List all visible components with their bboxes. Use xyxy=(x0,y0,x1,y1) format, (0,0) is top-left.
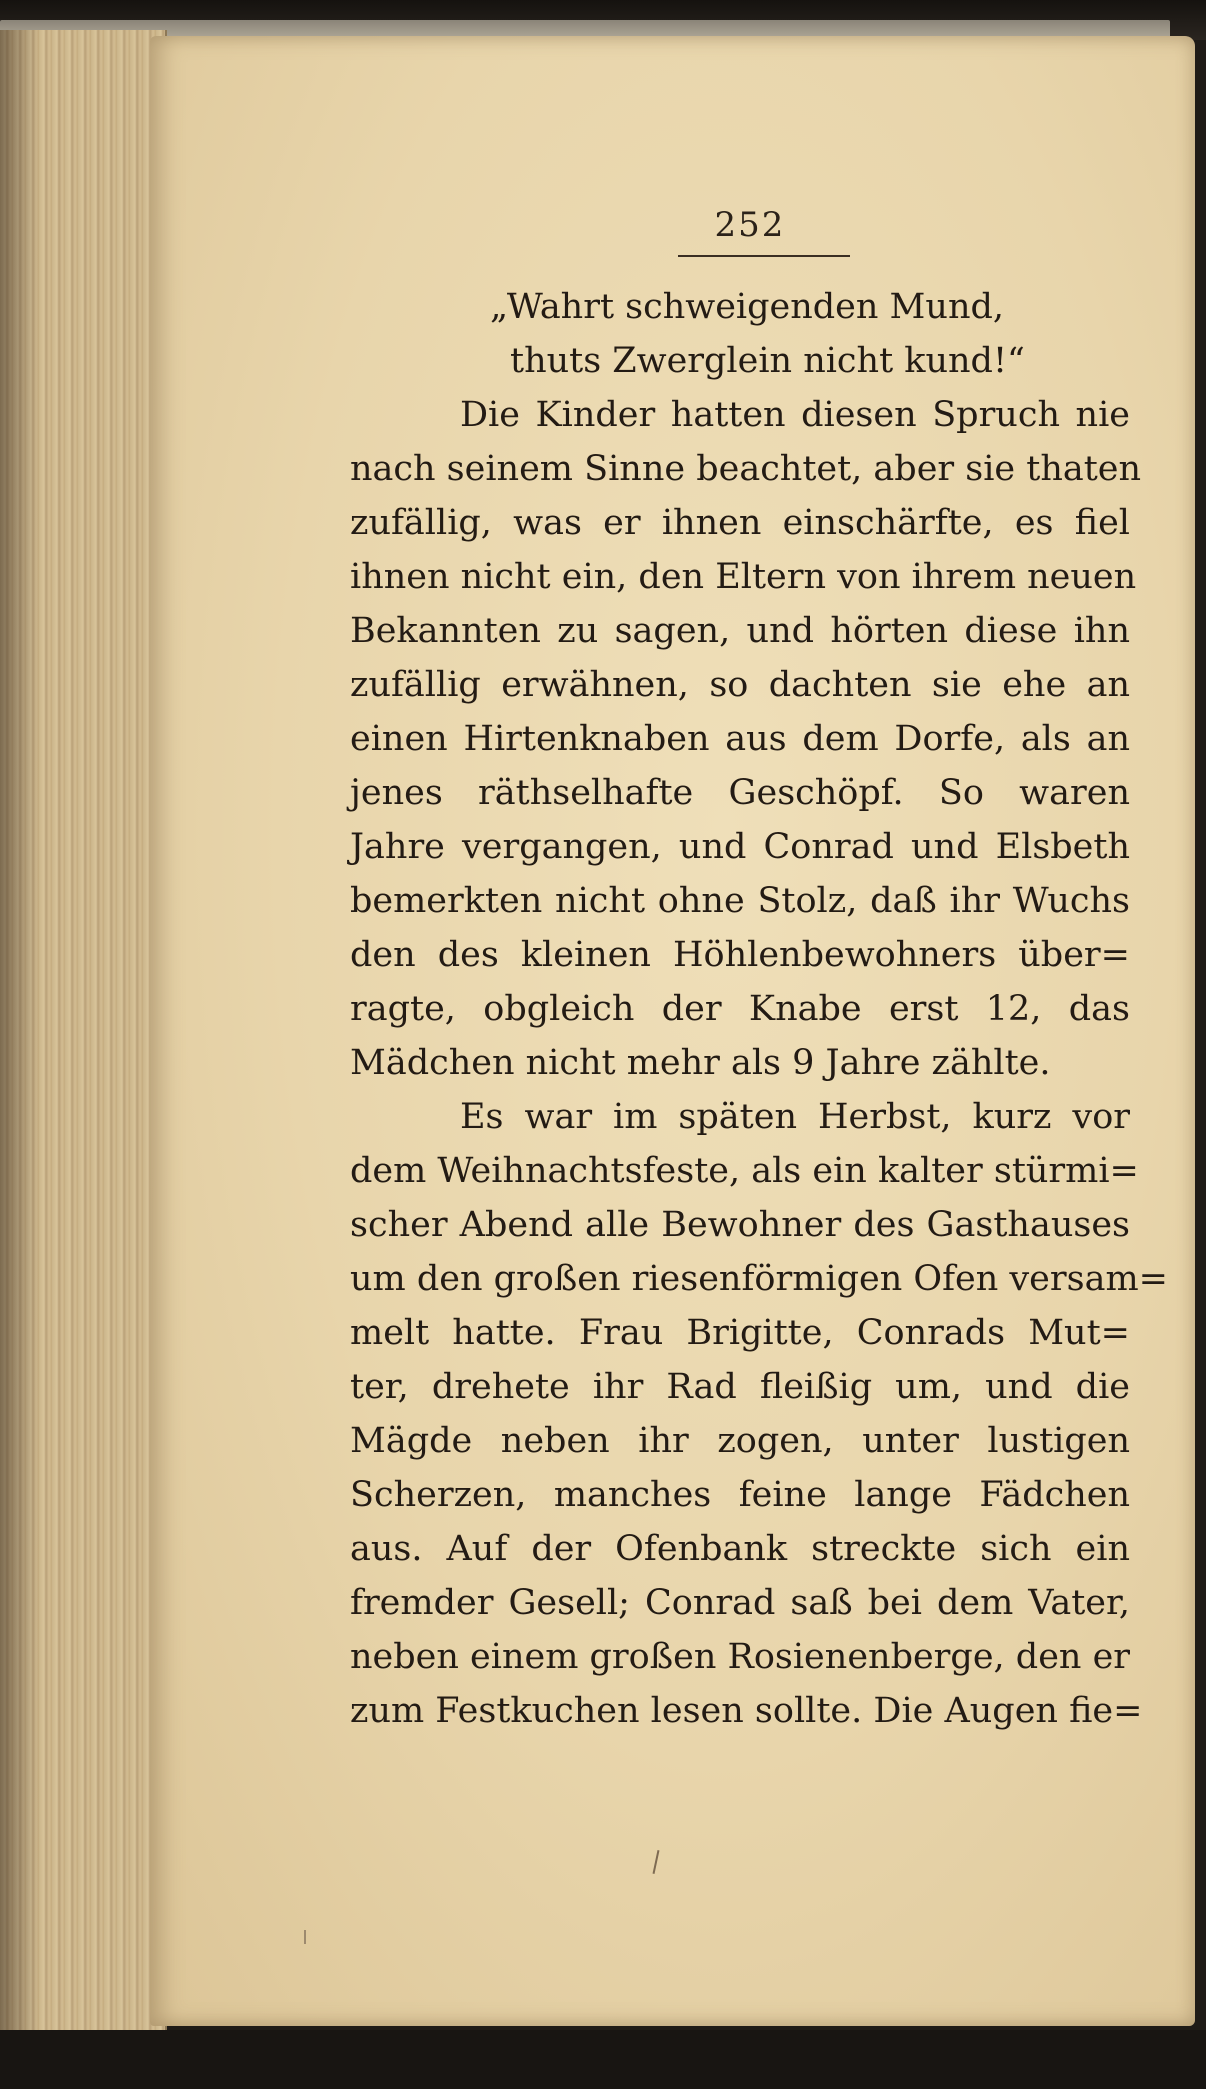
text-line: zum Festkuchen lesen sollte. Die Augen fie= xyxy=(350,1691,1143,1731)
text-line: melt hatte. Frau Brigitte, Conrads Mut= xyxy=(350,1313,1130,1353)
text-line: Es war im späten Herbst, kurz vor xyxy=(460,1097,1130,1137)
text-line: bemerkten nicht ohne Stolz, daß ihr Wuchs xyxy=(350,881,1130,921)
text-line: um den großen riesenförmigen Ofen versam= xyxy=(350,1259,1168,1299)
pencil-mark xyxy=(304,1930,306,1944)
text-line: Jahre vergangen, und Conrad und Elsbeth xyxy=(350,827,1130,867)
text-line: „Wahrt schweigenden Mund, xyxy=(490,287,1005,327)
text-line: Mägde neben ihr zogen, unter lustigen xyxy=(350,1421,1130,1461)
text-line: ihnen nicht ein, den Eltern von ihrem neuen xyxy=(350,557,1137,597)
text-line: dem Weihnachtsfeste, als ein kalter stürmi= xyxy=(350,1151,1139,1191)
text-line: fremder Gesell; Conrad saß bei dem Vater, xyxy=(350,1583,1130,1623)
text-line: den des kleinen Höhlenbewohners über= xyxy=(350,935,1130,975)
page-stack-shadow xyxy=(0,30,40,2035)
scanner-background-bottom xyxy=(0,2030,1206,2089)
text-line: Mädchen nicht mehr als 9 Jahre zählte. xyxy=(350,1043,1051,1083)
text-line: Bekannten zu sagen, und hörten diese ihn xyxy=(350,611,1130,651)
text-line: zufällig erwähnen, so dachten sie ehe an xyxy=(350,665,1130,705)
text-line: thuts Zwerglein nicht kund!“ xyxy=(510,341,1025,381)
text-line: einen Hirtenknaben aus dem Dorfe, als an xyxy=(350,719,1130,759)
text-line: zufällig, was er ihnen einschärfte, es fiel xyxy=(350,503,1130,543)
body-text xyxy=(350,280,1168,1738)
page-number: 252 xyxy=(714,205,786,245)
text-line: jenes räthselhafte Geschöpf. So waren xyxy=(350,773,1130,813)
text-line: Scherzen, manches feine lange Fädchen xyxy=(350,1475,1130,1515)
header-rule xyxy=(678,255,850,257)
text-line: aus. Auf der Ofenbank streckte sich ein xyxy=(350,1529,1130,1569)
text-line: nach seinem Sinne beachtet, aber sie thaten xyxy=(350,449,1142,489)
text-line: ter, drehete ihr Rad fleißig um, und die xyxy=(350,1367,1130,1407)
text-line: Die Kinder hatten diesen Spruch nie xyxy=(460,395,1130,435)
text-line: scher Abend alle Bewohner des Gasthauses xyxy=(350,1205,1130,1245)
text-line: ragte, obgleich der Knabe erst 12, das xyxy=(350,989,1130,1029)
text-line: neben einem großen Rosienenberge, den er xyxy=(350,1637,1131,1677)
